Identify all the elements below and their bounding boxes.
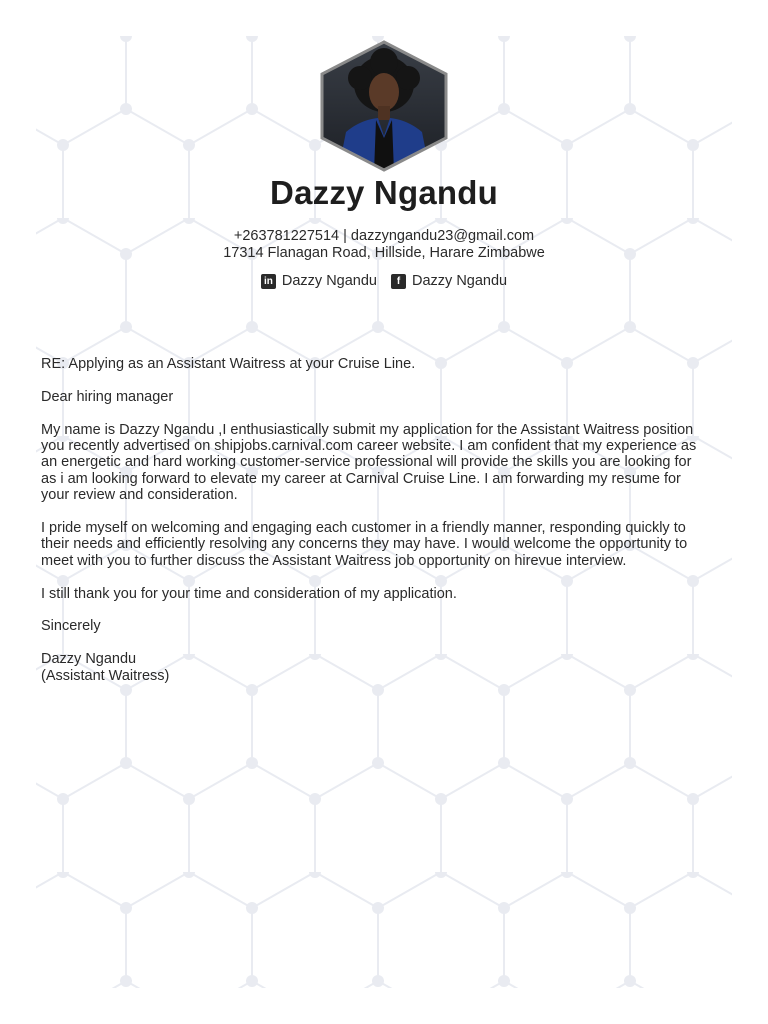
letter-paragraph-2: I pride myself on welcoming and engaging each customer in a friendly manner, responding quickly to their needs and efficiently resolving any concerns they may have. I would welcome the opportunity to meet with you to further discuss the Assistant Waitress job opportunity on hirevue interview. [41,520,688,569]
social-links [0,273,768,289]
facebook-link[interactable] [391,273,507,289]
letter-body [41,356,731,684]
linkedin-link[interactable] [261,273,377,289]
signature-title: (Assistant Waitress) [41,667,170,684]
profile-photo [320,40,448,172]
signature-block [41,651,731,684]
applicant-name: Dazzy Ngandu [270,174,498,211]
linkedin-icon: in [261,274,276,289]
letter-subject: RE: Applying as an Assistant Waitress at your Cruise Line. [41,356,416,372]
facebook-label: Dazzy Ngandu [412,273,508,289]
phone-email-line: +263781227514 | dazzyngandu23@gmail.com [233,228,535,244]
facebook-icon: f [391,274,406,289]
address-line: 17314 Flanagan Road, Hillside, Harare Zimbabwe [223,245,545,261]
letter-closing: Sincerely [41,618,101,635]
letter-salutation: Dear hiring manager [41,388,174,405]
signature-name: Dazzy Ngandu [41,651,137,668]
letter-paragraph-3: I still thank you for your time and consideration of my application. [41,585,457,602]
linkedin-label: Dazzy Ngandu [281,273,377,289]
letter-paragraph-1: My name is Dazzy Ngandu ,I enthusiastically submit my application for the Assistant Waitress position you recently advertised on shipjobs.carnival.com career website. I am confident that my experience as an energetic and hard working customer-service professional will provide the skills you are looking for as i am looking forward to elevate my career at Carnival Cruise Line. I am forwarding my resume for your review and consideration. [41,421,697,504]
